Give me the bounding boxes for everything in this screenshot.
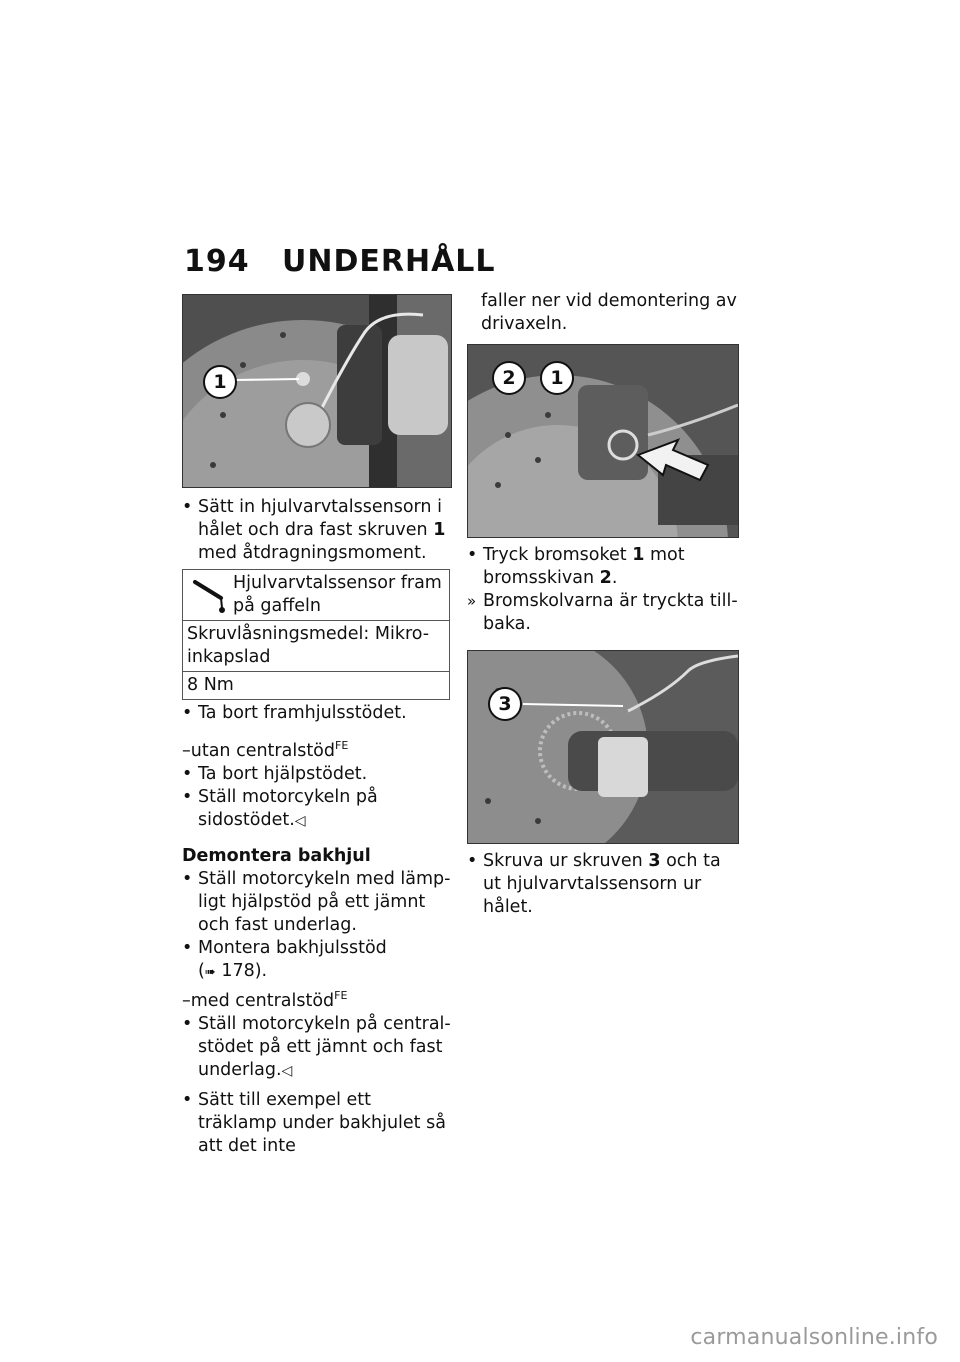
step-remove-sensor: • Skruva ur skruven 3 och ta ut hjulvarvtalssensorn ur hålet. <box>467 851 721 917</box>
callout-1: 1 <box>540 361 574 395</box>
torque-spec-table <box>182 569 450 700</box>
page-reference-icon: ➠ <box>204 964 216 980</box>
continued-text: faller ner vid demontering av drivaxeln. <box>481 291 737 334</box>
front-wheel-sensor-photo <box>182 294 452 488</box>
torque-wrench-icon <box>191 576 231 616</box>
rear-sensor-photo <box>467 650 739 844</box>
callout-2: 2 <box>492 361 526 395</box>
spec-torque: 8 Nm <box>183 671 449 699</box>
end-marker: ◁ <box>294 812 306 829</box>
result-pistons: » Bromskolvarna är tryckta till-baka. <box>467 591 738 634</box>
step-wood-block: • Sätt till exempel ett träklamp under bakhjulet så att det inte <box>182 1089 446 1156</box>
spec-title-row <box>183 570 449 620</box>
callout-3: 3 <box>488 687 522 721</box>
step-push-caliper: • Tryck bromsoket 1 mot bromsskivan 2. <box>467 545 685 588</box>
spec-title: Hjulvarvtalssensor fram på gaffeln <box>233 573 442 616</box>
step-insert-sensor: • Sätt in hjulvarvtalssensorn i hålet och dra fast skruven 1 med åtdragningsmoment. <box>182 497 446 563</box>
spec-material: Skruvlåsningsmedel: Mikro-inkapslad <box>183 620 449 671</box>
step-support-stand: • Ställ motorcykeln med lämp-ligt hjälpstöd på ett jämnt och fast underlag. <box>182 868 451 935</box>
page-title: UNDERHÅLL <box>282 244 496 279</box>
right-column <box>467 290 739 919</box>
page-header <box>184 244 496 279</box>
condition-with-centerstand: –med centralstöd$^{FE}$ <box>182 988 348 1011</box>
rear-caliper-photo <box>467 344 739 538</box>
step-side-stand: • Ställ motorcykeln på sidostödet.◁ <box>182 786 378 830</box>
step-remove-front-stand: • Ta bort framhjulsstödet. <box>182 703 407 723</box>
left-column <box>182 294 452 1158</box>
step-mount-rear-stand: • Montera bakhjulsstöd (➠ 178). <box>182 937 387 981</box>
section-heading: Demontera bakhjul <box>182 845 371 866</box>
condition-without-centerstand: –utan centralstöd$^{FE}$ <box>182 739 349 761</box>
callout-1: 1 <box>203 365 237 399</box>
page-reference: 178 <box>221 960 255 981</box>
step-center-stand: • Ställ motorcykeln på central-stödet på ett jämnt och fast underlag.◁ <box>182 1013 451 1080</box>
page-number: 194 <box>184 244 250 279</box>
step-remove-aux-stand: • Ta bort hjälpstödet. <box>182 763 368 784</box>
watermark: carmanualsonline.info <box>690 1325 938 1350</box>
